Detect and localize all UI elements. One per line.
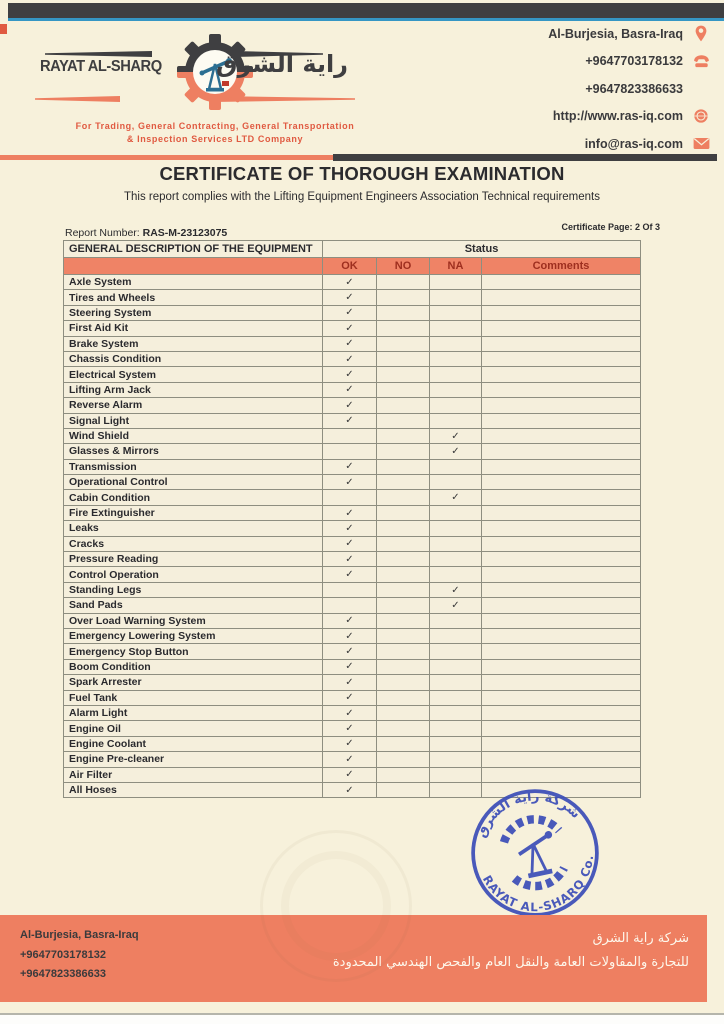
- contact-address: Al-Burjesia, Basra-Iraq: [548, 26, 683, 41]
- check-na: [430, 536, 482, 551]
- table-row: [64, 659, 641, 674]
- table-row: [64, 505, 641, 520]
- table-row: [64, 675, 641, 690]
- check-ok: ✓: [323, 536, 377, 551]
- check-na: ✓: [430, 490, 482, 505]
- row-label: Alarm Light: [64, 705, 323, 720]
- table-row: [64, 336, 641, 351]
- row-comment: [482, 552, 641, 567]
- company-name-english: RAYAT AL-SHARQ: [40, 58, 162, 75]
- check-no: [377, 305, 430, 320]
- check-na: [430, 398, 482, 413]
- row-label: Air Filter: [64, 767, 323, 782]
- row-label: Standing Legs: [64, 582, 323, 597]
- check-na: [430, 321, 482, 336]
- top-blue-accent-line: [8, 18, 724, 21]
- check-no: [377, 644, 430, 659]
- row-comment: [482, 567, 641, 582]
- row-comment: [482, 521, 641, 536]
- table-row: [64, 521, 641, 536]
- check-ok: ✓: [323, 705, 377, 720]
- page-title: CERTIFICATE OF THOROUGH EXAMINATION: [159, 163, 565, 184]
- row-label: First Aid Kit: [64, 321, 323, 336]
- top-dark-bar: [8, 3, 724, 18]
- check-no: [377, 490, 430, 505]
- row-comment: [482, 275, 641, 290]
- check-ok: [323, 490, 377, 505]
- check-na: [430, 413, 482, 428]
- check-ok: [323, 444, 377, 459]
- table-row: [64, 367, 641, 382]
- check-ok: ✓: [323, 321, 377, 336]
- check-ok: ✓: [323, 505, 377, 520]
- check-ok: ✓: [323, 459, 377, 474]
- row-comment: [482, 690, 641, 705]
- globe-icon: [692, 107, 710, 125]
- row-label: Over Load Warning System: [64, 613, 323, 628]
- row-label: Spark Arrester: [64, 675, 323, 690]
- table-row: [64, 490, 641, 505]
- check-na: [430, 351, 482, 366]
- subheader-empty-cell: [64, 258, 323, 275]
- check-no: [377, 613, 430, 628]
- check-na: [430, 521, 482, 536]
- check-ok: [323, 598, 377, 613]
- table-row: [64, 351, 641, 366]
- check-ok: [323, 428, 377, 443]
- row-label: Sand Pads: [64, 598, 323, 613]
- row-label: Engine Coolant: [64, 736, 323, 751]
- row-label: Axle System: [64, 275, 323, 290]
- row-label: Chassis Condition: [64, 351, 323, 366]
- check-na: [430, 644, 482, 659]
- row-comment: [482, 367, 641, 382]
- row-comment: [482, 598, 641, 613]
- check-no: [377, 752, 430, 767]
- check-no: [377, 505, 430, 520]
- table-header-row: [64, 241, 641, 258]
- row-label: Emergency Lowering System: [64, 628, 323, 643]
- contact-phone2-row: [548, 79, 710, 98]
- check-na: [430, 459, 482, 474]
- check-ok: ✓: [323, 351, 377, 366]
- check-na: ✓: [430, 428, 482, 443]
- check-no: [377, 721, 430, 736]
- row-comment: [482, 505, 641, 520]
- table-row: [64, 305, 641, 320]
- check-no: [377, 290, 430, 305]
- row-label: Reverse Alarm: [64, 398, 323, 413]
- check-no: [377, 275, 430, 290]
- check-ok: ✓: [323, 613, 377, 628]
- footer-contact-block: [20, 926, 139, 985]
- certificate-page-indicator: Certificate Page: 2 Of 3: [561, 222, 660, 232]
- check-no: [377, 705, 430, 720]
- envelope-icon: [692, 135, 710, 153]
- table-row: [64, 444, 641, 459]
- row-comment: [482, 290, 641, 305]
- row-comment: [482, 413, 641, 428]
- check-ok: [323, 582, 377, 597]
- corner-accent-mark: [0, 24, 7, 34]
- table-row: [64, 721, 641, 736]
- check-ok: ✓: [323, 567, 377, 582]
- check-no: [377, 336, 430, 351]
- check-ok: ✓: [323, 413, 377, 428]
- column-header-na: NA: [430, 258, 482, 275]
- column-header-status: Status: [323, 241, 641, 258]
- check-na: [430, 675, 482, 690]
- check-no: [377, 782, 430, 797]
- check-ok: ✓: [323, 752, 377, 767]
- location-pin-icon: [692, 25, 710, 43]
- contact-phone-2: +9647823386633: [585, 81, 683, 96]
- check-ok: ✓: [323, 336, 377, 351]
- check-no: [377, 428, 430, 443]
- row-comment: [482, 752, 641, 767]
- check-ok: ✓: [323, 782, 377, 797]
- row-label: Signal Light: [64, 413, 323, 428]
- contact-phone1-row: [548, 52, 710, 71]
- row-comment: [482, 490, 641, 505]
- check-na: [430, 721, 482, 736]
- table-row: [64, 628, 641, 643]
- check-no: [377, 459, 430, 474]
- row-comment: [482, 336, 641, 351]
- check-na: [430, 613, 482, 628]
- check-ok: ✓: [323, 721, 377, 736]
- empty-icon-slot: [692, 80, 710, 98]
- check-na: [430, 705, 482, 720]
- check-no: [377, 552, 430, 567]
- check-no: [377, 582, 430, 597]
- column-header-no: NO: [377, 258, 430, 275]
- row-comment: [482, 582, 641, 597]
- contact-website: http://www.ras-iq.com: [552, 109, 683, 123]
- check-no: [377, 767, 430, 782]
- table-row: [64, 382, 641, 397]
- check-no: [377, 628, 430, 643]
- footer-company-arabic-line-1: شركة راية الشرق: [592, 931, 689, 946]
- check-no: [377, 659, 430, 674]
- check-no: [377, 398, 430, 413]
- report-number: [65, 227, 227, 239]
- check-na: [430, 736, 482, 751]
- row-comment: [482, 644, 641, 659]
- check-ok: ✓: [323, 290, 377, 305]
- header-contact-block: [548, 24, 710, 153]
- check-ok: ✓: [323, 628, 377, 643]
- table-row: [64, 413, 641, 428]
- check-na: ✓: [430, 444, 482, 459]
- row-comment: [482, 536, 641, 551]
- equipment-status-table: [63, 240, 641, 798]
- row-label: All Hoses: [64, 782, 323, 797]
- check-na: [430, 767, 482, 782]
- check-na: [430, 505, 482, 520]
- table-row: [64, 567, 641, 582]
- table-row: [64, 398, 641, 413]
- report-number-value: RAS-M-23123075: [142, 227, 228, 239]
- row-label: Lifting Arm Jack: [64, 382, 323, 397]
- table-row: [64, 428, 641, 443]
- report-number-label: Report Number:: [65, 227, 143, 239]
- table-row: [64, 321, 641, 336]
- check-ok: ✓: [323, 398, 377, 413]
- footer-address: Al-Burjesia, Basra-Iraq: [20, 929, 139, 941]
- row-comment: [482, 613, 641, 628]
- table-row: [64, 736, 641, 751]
- row-label: Fire Extinguisher: [64, 505, 323, 520]
- check-na: [430, 367, 482, 382]
- footer-company-arabic-line-2: للتجارة والمقاولات العامة والنقل العام والفحص الهندسي المحدودة: [332, 955, 689, 970]
- contact-address-row: [548, 24, 710, 43]
- row-comment: [482, 475, 641, 490]
- check-ok: ✓: [323, 275, 377, 290]
- logo-swoosh-dark-left: [45, 51, 152, 57]
- stamp-gear-pumpjack-icon: [500, 814, 569, 891]
- check-ok: ✓: [323, 690, 377, 705]
- table-row: [64, 644, 641, 659]
- table-row: [64, 598, 641, 613]
- row-label: Transmission: [64, 459, 323, 474]
- row-comment: [482, 351, 641, 366]
- check-ok: ✓: [323, 552, 377, 567]
- check-no: [377, 567, 430, 582]
- row-comment: [482, 305, 641, 320]
- check-ok: ✓: [323, 305, 377, 320]
- table-row: [64, 459, 641, 474]
- svg-text:شركة راية الشرق: [467, 779, 584, 842]
- table-row: [64, 275, 641, 290]
- divider-dark-segment: [333, 154, 717, 161]
- row-comment: [482, 428, 641, 443]
- table-row: [64, 536, 641, 551]
- row-label: Fuel Tank: [64, 690, 323, 705]
- check-ok: ✓: [323, 767, 377, 782]
- row-label: Leaks: [64, 521, 323, 536]
- row-label: Glasses & Mirrors: [64, 444, 323, 459]
- embossed-watermark-inner: [281, 851, 391, 961]
- row-label: Cracks: [64, 536, 323, 551]
- check-ok: ✓: [323, 382, 377, 397]
- check-ok: ✓: [323, 521, 377, 536]
- check-ok: ✓: [323, 659, 377, 674]
- check-no: [377, 444, 430, 459]
- check-no: [377, 367, 430, 382]
- stamp-text-arabic: شركة راية الشرق: [474, 789, 583, 840]
- table-row: [64, 290, 641, 305]
- embossed-watermark: [260, 830, 412, 982]
- check-no: [377, 413, 430, 428]
- row-label: Tires and Wheels: [64, 290, 323, 305]
- check-no: [377, 736, 430, 751]
- row-comment: [482, 736, 641, 751]
- check-ok: ✓: [323, 475, 377, 490]
- tagline-line-2: & Inspection Services LTD Company: [126, 134, 304, 144]
- column-header-description: GENERAL DESCRIPTION OF THE EQUIPMENT: [64, 241, 323, 258]
- row-comment: [482, 705, 641, 720]
- company-tagline: [55, 120, 375, 146]
- check-no: [377, 521, 430, 536]
- column-header-ok: OK: [323, 258, 377, 275]
- row-comment: [482, 382, 641, 397]
- phone-icon: [692, 52, 710, 70]
- row-label: Steering System: [64, 305, 323, 320]
- check-na: [430, 552, 482, 567]
- check-na: ✓: [430, 598, 482, 613]
- footer-phone-2: +9647823386633: [20, 968, 106, 980]
- check-no: [377, 675, 430, 690]
- row-comment: [482, 659, 641, 674]
- table-subheader-row: [64, 258, 641, 275]
- row-label: Control Operation: [64, 567, 323, 582]
- check-no: [377, 598, 430, 613]
- check-na: [430, 275, 482, 290]
- table-row: [64, 552, 641, 567]
- check-no: [377, 382, 430, 397]
- row-label: Engine Oil: [64, 721, 323, 736]
- check-na: [430, 336, 482, 351]
- check-na: [430, 290, 482, 305]
- check-na: [430, 305, 482, 320]
- row-label: Wind Shield: [64, 428, 323, 443]
- table-row: [64, 582, 641, 597]
- row-label: Pressure Reading: [64, 552, 323, 567]
- check-na: [430, 690, 482, 705]
- row-comment: [482, 675, 641, 690]
- check-na: [430, 475, 482, 490]
- page-subtitle: This report complies with the Lifting Equipment Engineers Association Technical requirements: [123, 191, 600, 203]
- divider-salmon-segment: [0, 155, 333, 160]
- row-label: Operational Control: [64, 475, 323, 490]
- check-ok: ✓: [323, 367, 377, 382]
- row-label: Boom Condition: [64, 659, 323, 674]
- row-comment: [482, 398, 641, 413]
- company-name-arabic: راية الشرق: [215, 50, 348, 78]
- row-label: Cabin Condition: [64, 490, 323, 505]
- stamp-text-english: RAYAT AL-SHARQ Co.: [479, 853, 597, 915]
- row-comment: [482, 444, 641, 459]
- check-ok: ✓: [323, 675, 377, 690]
- check-no: [377, 536, 430, 551]
- column-header-comments: Comments: [482, 258, 641, 275]
- contact-email: info@ras-iq.com: [584, 136, 683, 151]
- footer-phone-1: +9647703178132: [20, 948, 106, 961]
- contact-phone-1: +9647703178132: [585, 54, 683, 68]
- scan-edge-margin: [0, 1015, 724, 1024]
- table-row: [64, 705, 641, 720]
- check-na: [430, 752, 482, 767]
- row-comment: [482, 628, 641, 643]
- check-ok: ✓: [323, 736, 377, 751]
- check-no: [377, 351, 430, 366]
- check-na: [430, 567, 482, 582]
- row-label: Emergency Stop Button: [64, 644, 323, 659]
- table-row: [64, 690, 641, 705]
- row-label: Engine Pre-cleaner: [64, 752, 323, 767]
- table-row: [64, 475, 641, 490]
- row-label: Electrical System: [64, 367, 323, 382]
- row-comment: [482, 721, 641, 736]
- logo-swoosh-orange-left: [35, 96, 120, 102]
- check-ok: ✓: [323, 644, 377, 659]
- check-no: [377, 690, 430, 705]
- check-na: ✓: [430, 582, 482, 597]
- contact-website-row: [548, 107, 710, 126]
- table-row: [64, 613, 641, 628]
- check-no: [377, 475, 430, 490]
- check-na: [430, 659, 482, 674]
- check-no: [377, 321, 430, 336]
- row-comment: [482, 321, 641, 336]
- check-na: [430, 382, 482, 397]
- row-comment: [482, 459, 641, 474]
- row-label: Brake System: [64, 336, 323, 351]
- check-na: [430, 628, 482, 643]
- equipment-table-body: [64, 275, 641, 798]
- contact-email-row: [548, 134, 710, 153]
- tagline-line-1: For Trading, General Contracting, General Transportation: [75, 121, 355, 131]
- table-row: [64, 752, 641, 767]
